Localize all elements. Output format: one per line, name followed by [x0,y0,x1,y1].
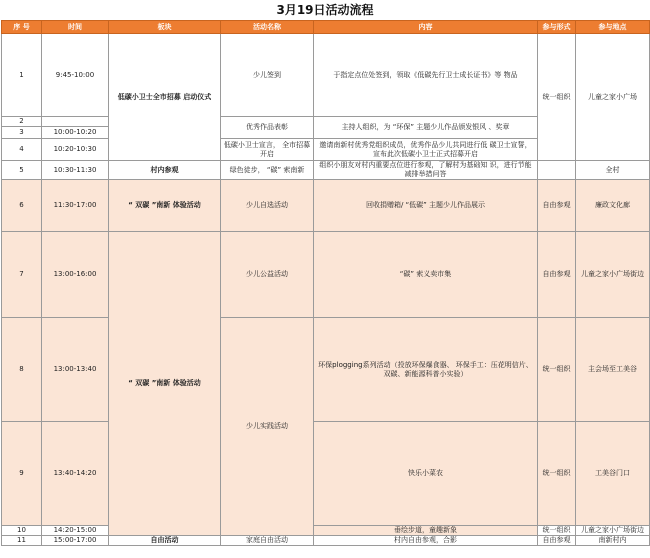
row-content: 快乐小菜农 [314,422,538,526]
header-block: 板块 [109,21,221,34]
table-row [2,34,650,117]
table-row [2,536,650,546]
header-row [2,21,650,34]
header-no: 序 号 [2,21,42,34]
row-time: 10:20-10:30 [42,139,109,161]
row-number: 4 [2,139,42,161]
row-number: 6 [2,180,42,232]
row-content: “碳” 索义卖市集 [314,232,538,318]
row-content: 主持人组织，为 “环保” 主题少儿作品颁发银风 、奖章 [314,117,538,139]
row-number: 2 [2,117,42,127]
row-activity-name: 低碳小卫士宣言， 全市招募开启 [221,139,314,161]
row-time: 13:00-13:40 [42,318,109,422]
row-number: 3 [2,127,42,139]
row-time [42,117,109,127]
row-content: 村内自由参观，合影 [314,536,538,546]
row-place: 全村 [576,161,650,180]
row-activity-name: 优秀作品表彰 [221,117,314,139]
row-time: 13:00-16:00 [42,232,109,318]
table-row [2,232,650,318]
row-block: “ 双碳 ”南新 体验活动 [109,180,221,232]
schedule-table [1,20,650,546]
row-form: 统一组织 [538,422,576,526]
row-form: 统一组织 [538,34,576,161]
row-form: 统一组织 [538,526,576,536]
row-time: 11:30-17:00 [42,180,109,232]
row-block: 低碳小卫士全市招募 启动仪式 [109,34,221,161]
row-place: 儿童之家小广场 [576,34,650,161]
header-activity-name: 活动名称 [221,21,314,34]
row-number: 1 [2,34,42,117]
table-row [2,526,650,536]
row-number: 8 [2,318,42,422]
row-block: 村内参观 [109,161,221,180]
row-time: 10:30-11:30 [42,161,109,180]
table-row [2,180,650,232]
row-content: 组织小朋友对村内重要点位进行参观，了解村为基础知 识，进行节能减排举措问答 [314,161,538,180]
row-place: 主会场至工美谷 [576,318,650,422]
row-number: 5 [2,161,42,180]
row-time: 10:00-10:20 [42,127,109,139]
row-form [538,161,576,180]
table-row [2,161,650,180]
row-form: 统一组织 [538,318,576,422]
row-time: 15:00-17:00 [42,536,109,546]
row-place: 儿童之家小广场街边 [576,526,650,536]
row-content: 邀请南新村优秀党组织成员，优秀作品少儿共同进行低 碳卫士宣誓，宣布此次低碳小卫士正式招募开启 [314,139,538,161]
row-content: 于指定点位处签到，领取《低碳先行卫士成长证书》等 物品 [314,34,538,117]
row-form: 自由参观 [538,536,576,546]
header-content: 内容 [314,21,538,34]
table-row [2,422,650,526]
row-number: 9 [2,422,42,526]
header-place: 参与地点 [576,21,650,34]
row-form: 自由参观 [538,232,576,318]
row-place: 廉政文化廊 [576,180,650,232]
row-form: 自由参观 [538,180,576,232]
row-activity-name: 少儿实践活动 [221,318,314,536]
row-content: 环保plogging系列活动（投放环保爆食器、 环保手工：压花明信片、双碳、新能源科普小实验） [314,318,538,422]
row-number: 10 [2,526,42,536]
row-time: 13:40-14:20 [42,422,109,526]
header-time: 时间 [42,21,109,34]
row-time: 14:20-15:00 [42,526,109,536]
row-number: 11 [2,536,42,546]
row-content: 垂绘步道，童趣新象 [314,526,538,536]
row-activity-name: 少儿签到 [221,34,314,117]
row-place: 南新村内 [576,536,650,546]
page-title: 3月19日活动流程 [276,3,374,17]
row-block: 自由活动 [109,536,221,546]
row-place: 儿童之家小广场街边 [576,232,650,318]
row-number: 7 [2,232,42,318]
row-activity-name: 少儿自选活动 [221,180,314,232]
row-time: 9:45-10:00 [42,34,109,117]
row-place: 工美谷门口 [576,422,650,526]
row-block: “ 双碳 ”南新 体验活动 [109,232,221,536]
row-activity-name: 少儿公益活动 [221,232,314,318]
header-form: 参与形式 [538,21,576,34]
row-activity-name: 家庭自由活动 [221,536,314,546]
table-row [2,318,650,422]
row-activity-name: 绿色徒步， “碳” 索南新 [221,161,314,180]
row-content: 回收捐赠箱/ “低碳” 主题少儿作品展示 [314,180,538,232]
